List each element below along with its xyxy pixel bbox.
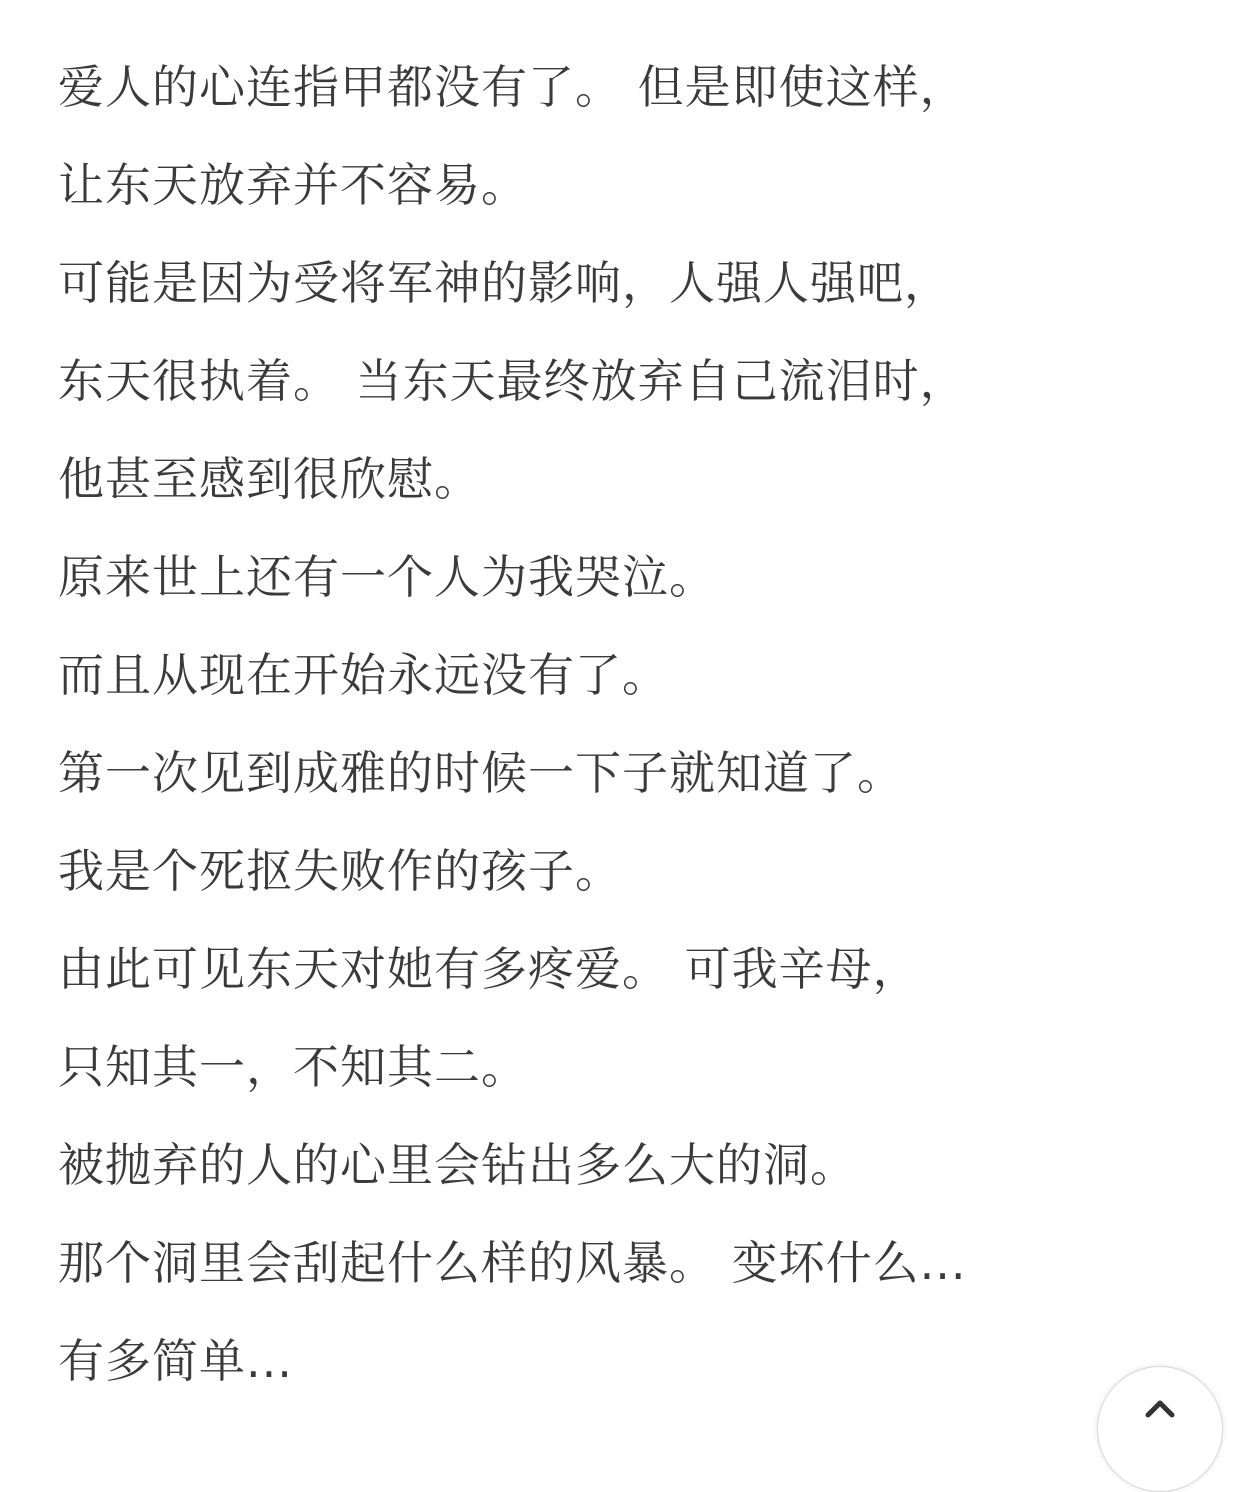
- article-line: 我是个死抠失败作的孩子。: [58, 844, 622, 898]
- article-line: 只知其一，不知其二。: [58, 1040, 528, 1094]
- article-line: 让东天放弃并不容易。: [58, 158, 528, 212]
- article-body: [58, 38, 1208, 1410]
- article-line: 原来世上还有一个人为我哭泣。: [58, 550, 716, 604]
- article-line: 第一次见到成雅的时候一下子就知道了。: [58, 746, 904, 800]
- article-line: 那个洞里会刮起什么样的风暴。 变坏什么...: [58, 1236, 967, 1290]
- article-line: 被抛弃的人的心里会钻出多么大的洞。: [58, 1138, 857, 1192]
- article-line: 爱人的心连指甲都没有了。 但是即使这样，: [58, 60, 967, 114]
- article-line: 由此可见东天对她有多疼爱。 可我辛母，: [58, 942, 920, 996]
- article-line: 有多简单...: [58, 1334, 293, 1388]
- back-to-top-button[interactable]: [1097, 1366, 1223, 1492]
- article-line: 东天很执着。 当东天最终放弃自己流泪时，: [58, 354, 967, 408]
- chevron-up-icon: [1142, 1397, 1178, 1421]
- article-line: 而且从现在开始永远没有了。: [58, 648, 669, 702]
- article-line: 他甚至感到很欣慰。: [58, 452, 481, 506]
- article-line: 可能是因为受将军神的影响，人强人强吧，: [58, 256, 951, 310]
